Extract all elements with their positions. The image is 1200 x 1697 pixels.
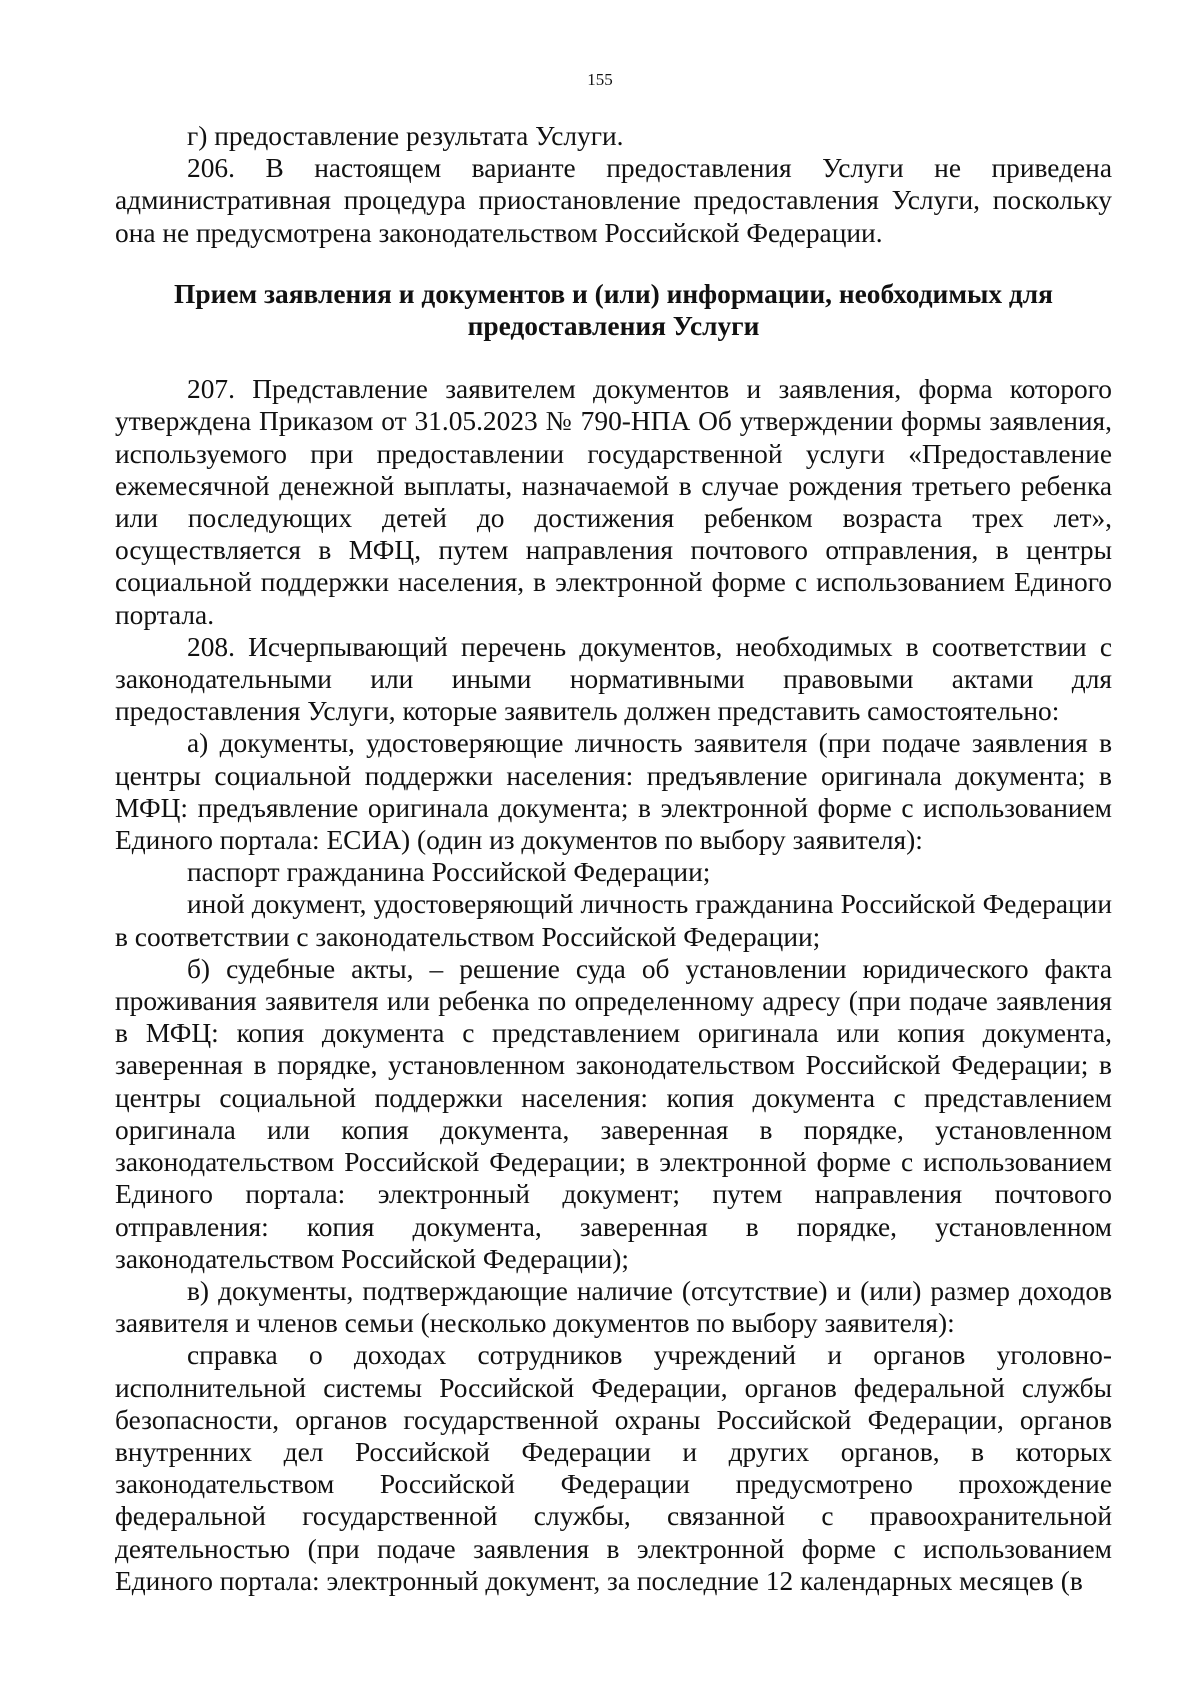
page-number: 155 bbox=[587, 70, 613, 89]
paragraph-207: 207. Представление заявителем документов и заявления, форма которого утверждена Приказом от 31.05.2023 № 790-НПА Об утверждении формы заявления, используемого при предоставлении государственной услуги «Предоставление ежемесячной денежной выплаты, назначаемой в случае рождения третьего ребенка или последующих детей до достижения ребенком возраста трех лет», осуществляется в МФЦ, путем направления почтового отправления, в центры социальной поддержки населения, в электронной форме с использованием Единого портала. bbox=[115, 374, 1112, 630]
paragraph-item-a: а) документы, удостоверяющие личность заявителя (при подаче заявления в центры социальной поддержки населения: предъявление оригинала документа; в МФЦ: предъявление оригинала документа; в электронной форме с использованием Единого портала: ЕСИА) (один из документов по выбору заявителя): bbox=[115, 728, 1112, 856]
section-heading bbox=[115, 278, 1112, 342]
paragraph-208: 208. Исчерпывающий перечень документов, необходимых в соответствии с законодательными или иными нормативными правовыми актами для предоставления Услуги, которые заявитель должен представить самостоятельно: bbox=[115, 631, 1112, 727]
document-body bbox=[115, 120, 1112, 1597]
paragraph-206: 206. В настоящем варианте предоставления Услуги не приведена административная процедура приостановление предоставления Услуги, поскольку она не предусмотрена законодательством Российской Федерации. bbox=[115, 153, 1112, 248]
paragraph-other-id-document: иной документ, удостоверяющий личность гражданина Российской Федерации в соответствии с законодательством Российской Федерации; bbox=[115, 889, 1112, 952]
paragraph-item-v: в) документы, подтверждающие наличие (отсутствие) и (или) размер доходов заявителя и членов семьи (несколько документов по выбору заявителя): bbox=[115, 1275, 1112, 1339]
section-heading-line-1: Прием заявления и документов и (или) информации, необходимых для bbox=[174, 278, 1053, 309]
section-heading-line-2: предоставления Услуги bbox=[467, 311, 760, 342]
paragraph-item-b: б) судебные акты, – решение суда об установлении юридического факта проживания заявителя или ребенка по определенному адресу (при подаче заявления в МФЦ: копия документа с представлением оригинала или копия документа, заверенная в порядке, установленном законодательством Российской Федерации; в центры социальной поддержки населения: копия документа с представлением оригинала или копия документа, заверенная в порядке, установленном законодательством Российской Федерации; в электронной форме с использованием Единого портала: электронный документ; путем направления почтового отправления: копия документа, заверенная в порядке, установленном законодательством Российской Федерации); bbox=[115, 953, 1112, 1274]
paragraph-income-certificate: справка о доходах сотрудников учреждений и органов уголовно-исполнительной системы Российской Федерации, органов федеральной службы безопасности, органов государственной охраны Российской Федерации, органов внутренних дел Российской Федерации и других органов, в которых законодательством Российской Федерации предусмотрено прохождение федеральной государственной службы, связанной с правоохранительной деятельностью (при подаче заявления в электронной форме с использованием Единого портала: электронный документ, за последние 12 календарных месяцев (в bbox=[115, 1340, 1112, 1596]
paragraph-passport: паспорт гражданина Российской Федерации; bbox=[187, 857, 711, 888]
paragraph-result-delivery: г) предоставление результата Услуги. bbox=[187, 121, 624, 151]
